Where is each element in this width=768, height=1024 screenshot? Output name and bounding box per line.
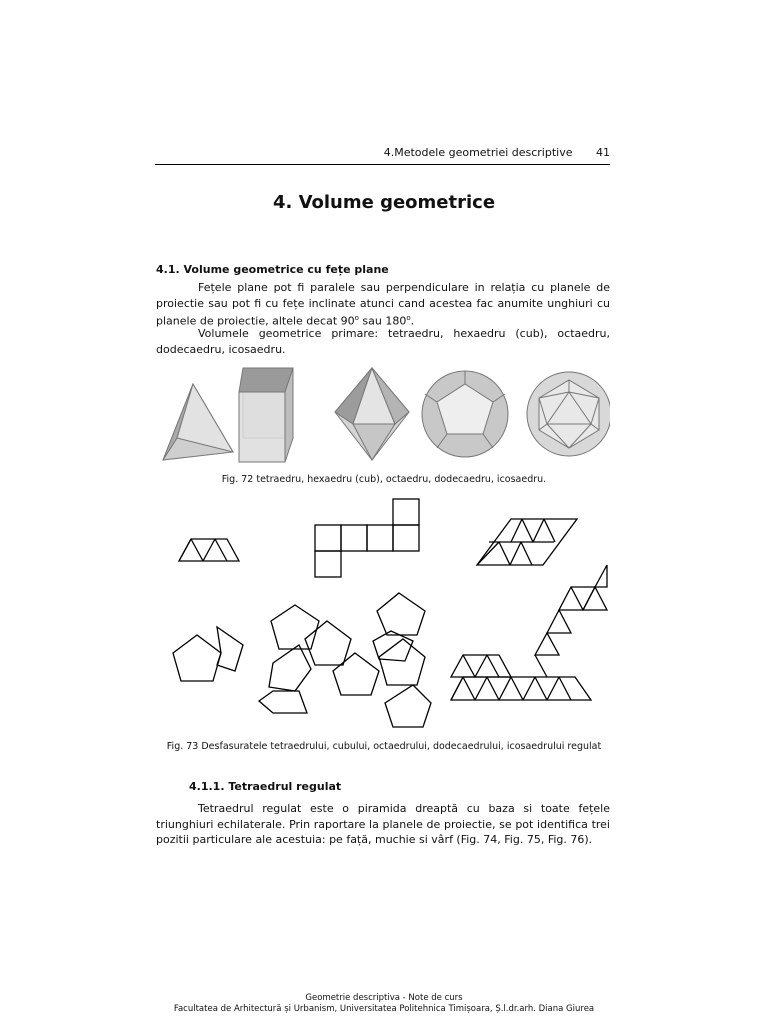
tetrahedron-net <box>179 539 239 561</box>
icosahedron-solid <box>527 372 610 456</box>
cube-net <box>315 499 419 577</box>
subsection-heading: 4.1.1. Tetraedrul regulat <box>189 780 342 793</box>
icosahedron-net <box>451 565 607 700</box>
fig73-nets <box>155 495 610 735</box>
dodecahedron-net <box>173 593 431 727</box>
running-header <box>155 146 610 165</box>
cube-solid <box>239 368 293 462</box>
fig72-solids <box>155 362 610 467</box>
header-title: 4.Metodele geometriei descriptive <box>383 146 573 159</box>
footer-line-2: Facultatea de Arhitectură și Urbanism, Universitatea Politehnica Timișoara, Ș.l.dr.arh. Diana Giurea <box>173 1004 595 1014</box>
paragraph-tetrahedron: Tetraedrul regulat este o piramida dreaptă cu baza si toate fețele triunghiuri echilaterale. Prin raportare la planele de proiectie, se pot identifica trei pozitii particulare ale acestuia: pe față, muchie si vârf (Fig. 74, Fig. 75, Fig. 76). <box>156 802 610 846</box>
fig72-caption: Fig. 72 tetraedru, hexaedru (cub), octaedru, dodecaedru, icosaedru. <box>221 474 547 485</box>
fig73-caption: Fig. 73 Desfasuratele tetraedrului, cubului, octaedrului, dodecaedrului, icosaedrului regulat <box>166 741 602 752</box>
paragraph-faces: Fețele plane pot fi paralele sau perpendiculare in relația cu planele de proiectie sau pot fi cu fețe inclinate atunci cand acestea fac anumite unghiuri cu planele de proiectie, altele decat 90$^o$ sau 180$^o$. <box>156 281 610 328</box>
paragraph-primary-volumes: Volumele geometrice primare: tetraedru, hexaedru (cub), octaedru, dodecaedru, icosaedru. <box>156 327 610 356</box>
octahedron-net <box>477 519 577 565</box>
dodecahedron-solid <box>422 371 508 457</box>
page-number: 41 <box>596 146 610 159</box>
section-heading: 4.1. Volume geometrice cu fețe plane <box>156 263 389 276</box>
footer-line-1: Geometrie descriptiva - Note de curs <box>305 993 463 1003</box>
chapter-title: 4. Volume geometrice <box>272 192 496 213</box>
